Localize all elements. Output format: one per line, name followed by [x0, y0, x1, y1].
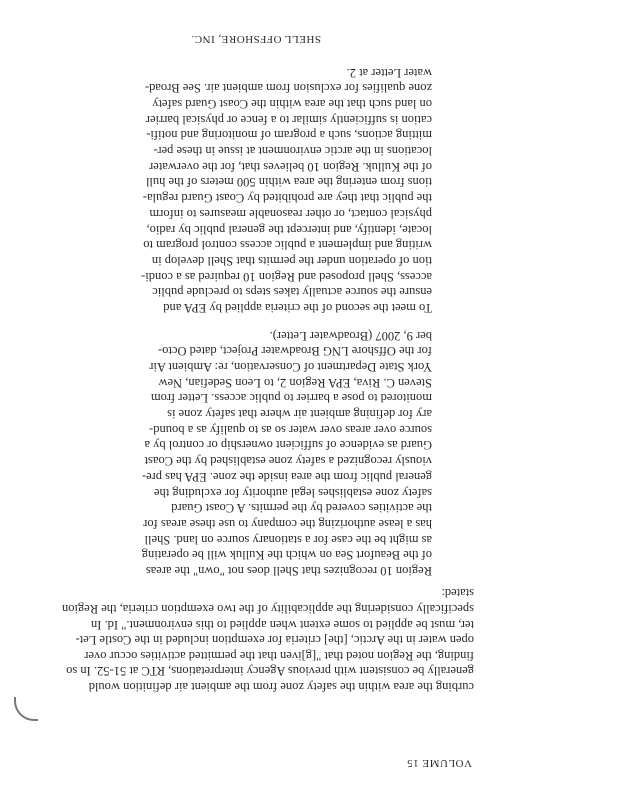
text-line: cation is sufficiently similar to a fence or physical barrier — [145, 112, 432, 127]
text-line: water Letter at 2. — [346, 65, 432, 80]
text-line: of the Kulluk. Region 10 believes that, for the overwater — [149, 159, 432, 174]
paragraph-continued — [61, 585, 474, 694]
text-line: monitored to pose a barrier to public access. Letter from — [150, 391, 432, 406]
text-line: on land such that the area within the Coast Guard safety — [152, 97, 432, 112]
text-line: the activities covered by the permits. A Coast Guard — [171, 501, 432, 516]
volume-footer: VOLUME 15 — [406, 757, 472, 769]
text-line: York State Department of Conservation, re: Ambient Air — [149, 360, 432, 375]
text-line: mitting actions, such a program of monitoring and notifi- — [146, 128, 432, 143]
text-line: tion of operation under the permits that Shell develop in — [151, 253, 432, 268]
text-line: physical contact, or other reasonable measures to inform — [149, 206, 432, 221]
text-line: tions from entering the area within 500 meters of the hull — [145, 175, 432, 190]
text-line: curbing the area within the safety zone from the ambient air definition would — [88, 680, 474, 694]
text-line: safety zone establishes legal authority for excluding the — [153, 485, 432, 500]
block-quote-2 — [137, 64, 432, 315]
text-line: viously recognized a safety zone established by the Coast — [144, 454, 432, 469]
text-line: zone qualifies for exclusion from ambient air. See Broad- — [144, 81, 432, 96]
text-line: the public that they are prohibited by Coast Guard regula- — [142, 191, 432, 206]
text-line: has a lease authorizing the company to use these areas for — [143, 516, 432, 531]
text-line: stated: — [441, 586, 474, 601]
running-head: SHELL OFFSHORE, INC. — [191, 33, 321, 45]
text-line: access, Shell proposed and Region 10 required as a condi- — [141, 269, 432, 284]
text-line: Guard as evidence of sufficient ownership or control by a — [144, 438, 432, 453]
text-line: ensure the source actually takes steps to preclude public — [152, 285, 432, 300]
text-line: specifically considering the applicability of the two exemption criteria, the Region — [61, 602, 474, 617]
text-line: To meet the second of the criteria applied by EPA and — [163, 301, 432, 315]
text-line: of the Beaufort Sea on which the Kulluk will be operating — [141, 548, 432, 563]
text-line: Steven C. Riva, EPA Region 2, to Leon Sedefian, New — [158, 375, 432, 390]
text-line: for the Offshore LNG Broadwater Project, dated Octo- — [158, 344, 432, 359]
text-line: generally be consistent with previous Agency interpretations, RTC at 51-52. In so — [66, 664, 474, 679]
text-line: open water in the Arctic, [the] criteria for exemption included in the Costle Let- — [75, 633, 474, 648]
text-line: Region 10 recognizes that Shell does not "own" the areas — [145, 564, 432, 578]
text-line: locations in the arctic environment at issue in these per- — [153, 144, 432, 159]
text-line: source over areas over water so as to qualify as a bound- — [149, 422, 432, 437]
block-quote-1 — [137, 327, 432, 578]
text-line: ber 9, 2007 (Broadwater Letter). — [269, 328, 432, 343]
text-line: ary for defining ambient air where that safety zone is — [167, 407, 432, 422]
text-line: finding, the Region noted that "[g]iven that the permitted activities occur over — [84, 648, 474, 663]
text-line: writing and implement a public access control program to — [143, 238, 432, 253]
text-line: ter, must be applied to some extent when applied to this environment." Id. In — [91, 617, 474, 632]
text-line: as might be the case for a stationary source on land. Shell — [144, 532, 432, 547]
text-line: locate, identify, and intercept the general public by radio, — [146, 222, 432, 237]
text-line: general public from the area inside the zone. EPA has pre- — [141, 469, 432, 484]
